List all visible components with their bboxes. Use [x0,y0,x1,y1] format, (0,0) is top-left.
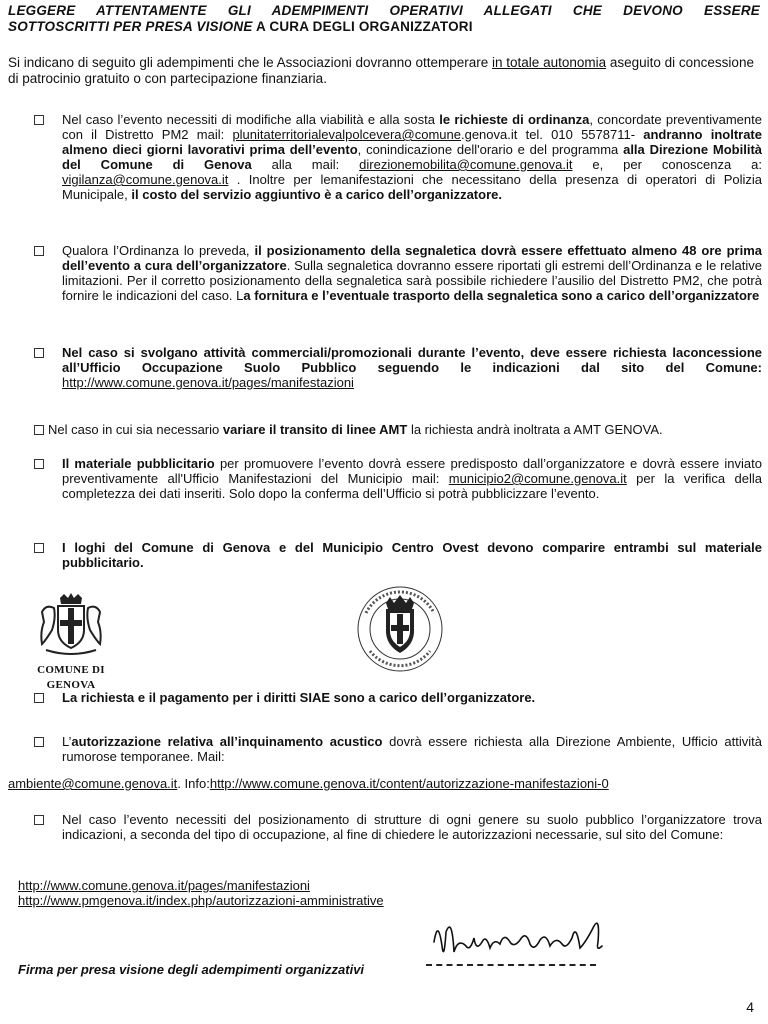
web-link[interactable]: http://www.comune.genova.it/pages/manifestazioni [18,878,310,893]
intro-text-a: Si indicano di seguito gli adempimenti che le Associazioni dovranno ottemperare [8,55,493,70]
reference-links [18,878,384,908]
intro-text-b: aseguito di concessione di patrocinio gratuito o con partecipazione finanziaria. [8,55,754,86]
heading-line-2-plain: A CURA DEGLI ORGANIZZATORI [252,19,473,34]
intro-underlined: in totale autonomia [492,55,607,70]
web-link[interactable]: http://www.pmgenova.it/index.php/autorizzazioni-amministrative [18,893,384,908]
checkbox-icon [34,425,44,435]
item-text: Qualora l’Ordinanza lo preveda, il posizionamento della segnaletica dovrà essere effettuato almeno 48 ore prima dell’evento a cura dell’organizzatore. Sulla segnaletica dovranno essere riportati gli estremi dell’Ordinanza e le relative limitazioni. Per il corretto posizionamento della segnaletica sarà possibile richiedere l’ausilio del Distretto PM2, che potrà fornire le indicazioni del caso. La fornitura e l’eventuale trasporto della segnaletica sono a carico dell’organizzatore [62,243,763,303]
genova-coat-of-arms-icon [36,592,106,658]
web-link[interactable]: http://www.comune.genova.it/pages/manifestazioni [62,375,354,390]
item-text: Nel caso l’evento necessiti del posizionamento di strutture di ogni genere su suolo pubblico l’organizzatore trova indicazioni, a seconda del tipo di occupazione, al fine di chiedere le autorizzazioni necessarie, sul sito del Comune: [62,812,762,842]
item-segnaletica [34,243,762,303]
heading-line-2 [8,19,760,35]
email-link[interactable]: plunitaterritorialevalpolcevera@comune [232,127,461,142]
item-text: Nel caso l’evento necessiti di modifiche alla viabilità e alla sosta le richieste di ordinanza, concordate preventivamente con il Distretto PM2 mail: plunitaterritorialevalpolcevera@comune.genova.it tel. 010 5578711- andranno inoltrate almeno dieci giorni lavorativi prima dell’evento, conindicazione dell'orario e del programma alla Direzione Mobilità del Comune di Genova alla mail: direzionemobilita@comune.genova.it e, per conoscenza a: vigilanza@comune.genova.it . Inoltre per lemanifestazioni che necessitano della presenza di operatori di Polizia Municipale, il costo del servizio aggiuntivo è a carico dell’organizzatore. [62,112,762,202]
comune-genova-logo [12,592,130,693]
checkbox-icon [34,459,44,469]
checkbox-icon [34,543,44,553]
email-link[interactable]: municipio2@comune.genova.it [448,471,627,486]
item-text: L’autorizzazione relativa all’inquinamento acustico dovrà essere richiesta alla Direzione Ambiente, Ufficio attività rumorose temporanee. Mail: [62,734,762,764]
item-ordinanza-viabilita [34,112,762,202]
item-text: Nel caso si svolgano attività commerciali/promozionali durante l’evento, deve essere richiesta laconcessione all’Ufficio Occupazione Suolo Pubblico seguendo le indicazioni dal sito del Comune: http://www.comune.genova.it/pages/manifestazioni [62,345,762,390]
checkbox-icon [34,348,44,358]
email-link[interactable]: direzionemobilita@comune.genova.it [359,157,573,172]
municipio-seal-icon [346,583,454,675]
checkbox-icon [34,815,44,825]
item-loghi [34,540,762,570]
heading-line-1: LEGGERE ATTENTAMENTE GLI ADEMPIMENTI OPERATIVI ALLEGATI CHE DEVONO ESSERE [8,3,760,18]
item-text: Il materiale pubblicitario per promuovere l’evento dovrà essere predisposto dall’organizzatore e dovrà essere inviato preventivamente all'Ufficio Manifestazioni del Municipio mail: municipio2@comune.genova.it per la verifica della completezza dei dati inseriti. Solo dopo la conferma dell’Ufficio si potrà pubblicizzare l’evento. [62,456,762,501]
checkbox-icon [34,115,44,125]
page-number: 4 [746,999,754,1015]
item-amt [34,422,762,437]
acustico-contacts: ambiente@comune.genova.it. Info:http://www.comune.genova.it/content/autorizzazione-manifestazioni-0 [8,776,609,791]
web-link[interactable]: http://www.comune.genova.it/content/autorizzazione-manifestazioni-0 [209,776,609,791]
email-link[interactable]: vigilanza@comune.genova.it [62,172,229,187]
item-strutture-suolo-pubblico [34,812,762,842]
item-text: I loghi del Comune di Genova e del Municipio Centro Ovest devono comparire entrambi sul materiale pubblicitario. [62,540,762,570]
intro-paragraph [8,55,762,87]
checkbox-icon [34,693,44,703]
checkbox-icon [34,737,44,747]
comune-caption: COMUNE DI GENOVA [37,664,105,691]
item-inquinamento-acustico [34,734,762,764]
email-link[interactable]: ambiente@comune.genova.it [8,776,178,791]
handwritten-signature [430,912,610,975]
page-heading [8,3,760,35]
signature-label: Firma per presa visione degli adempimenti organizzativi [18,962,365,977]
signature-icon [430,912,610,972]
item-siae [34,690,762,705]
municipio-centro-ovest-logo [346,583,454,678]
item-text: La richiesta e il pagamento per i diritti SIAE sono a carico dell’organizzatore. [62,690,536,705]
item-attivita-commerciali [34,345,762,390]
checkbox-icon [34,246,44,256]
heading-line-2-italic: SOTTOSCRITTI PER PRESA VISIONE [8,19,253,34]
item-materiale-pubblicitario [34,456,762,501]
item-text: Nel caso in cui sia necessario variare il transito di linee AMT la richiesta andrà inoltrata a AMT GENOVA. [48,422,663,437]
